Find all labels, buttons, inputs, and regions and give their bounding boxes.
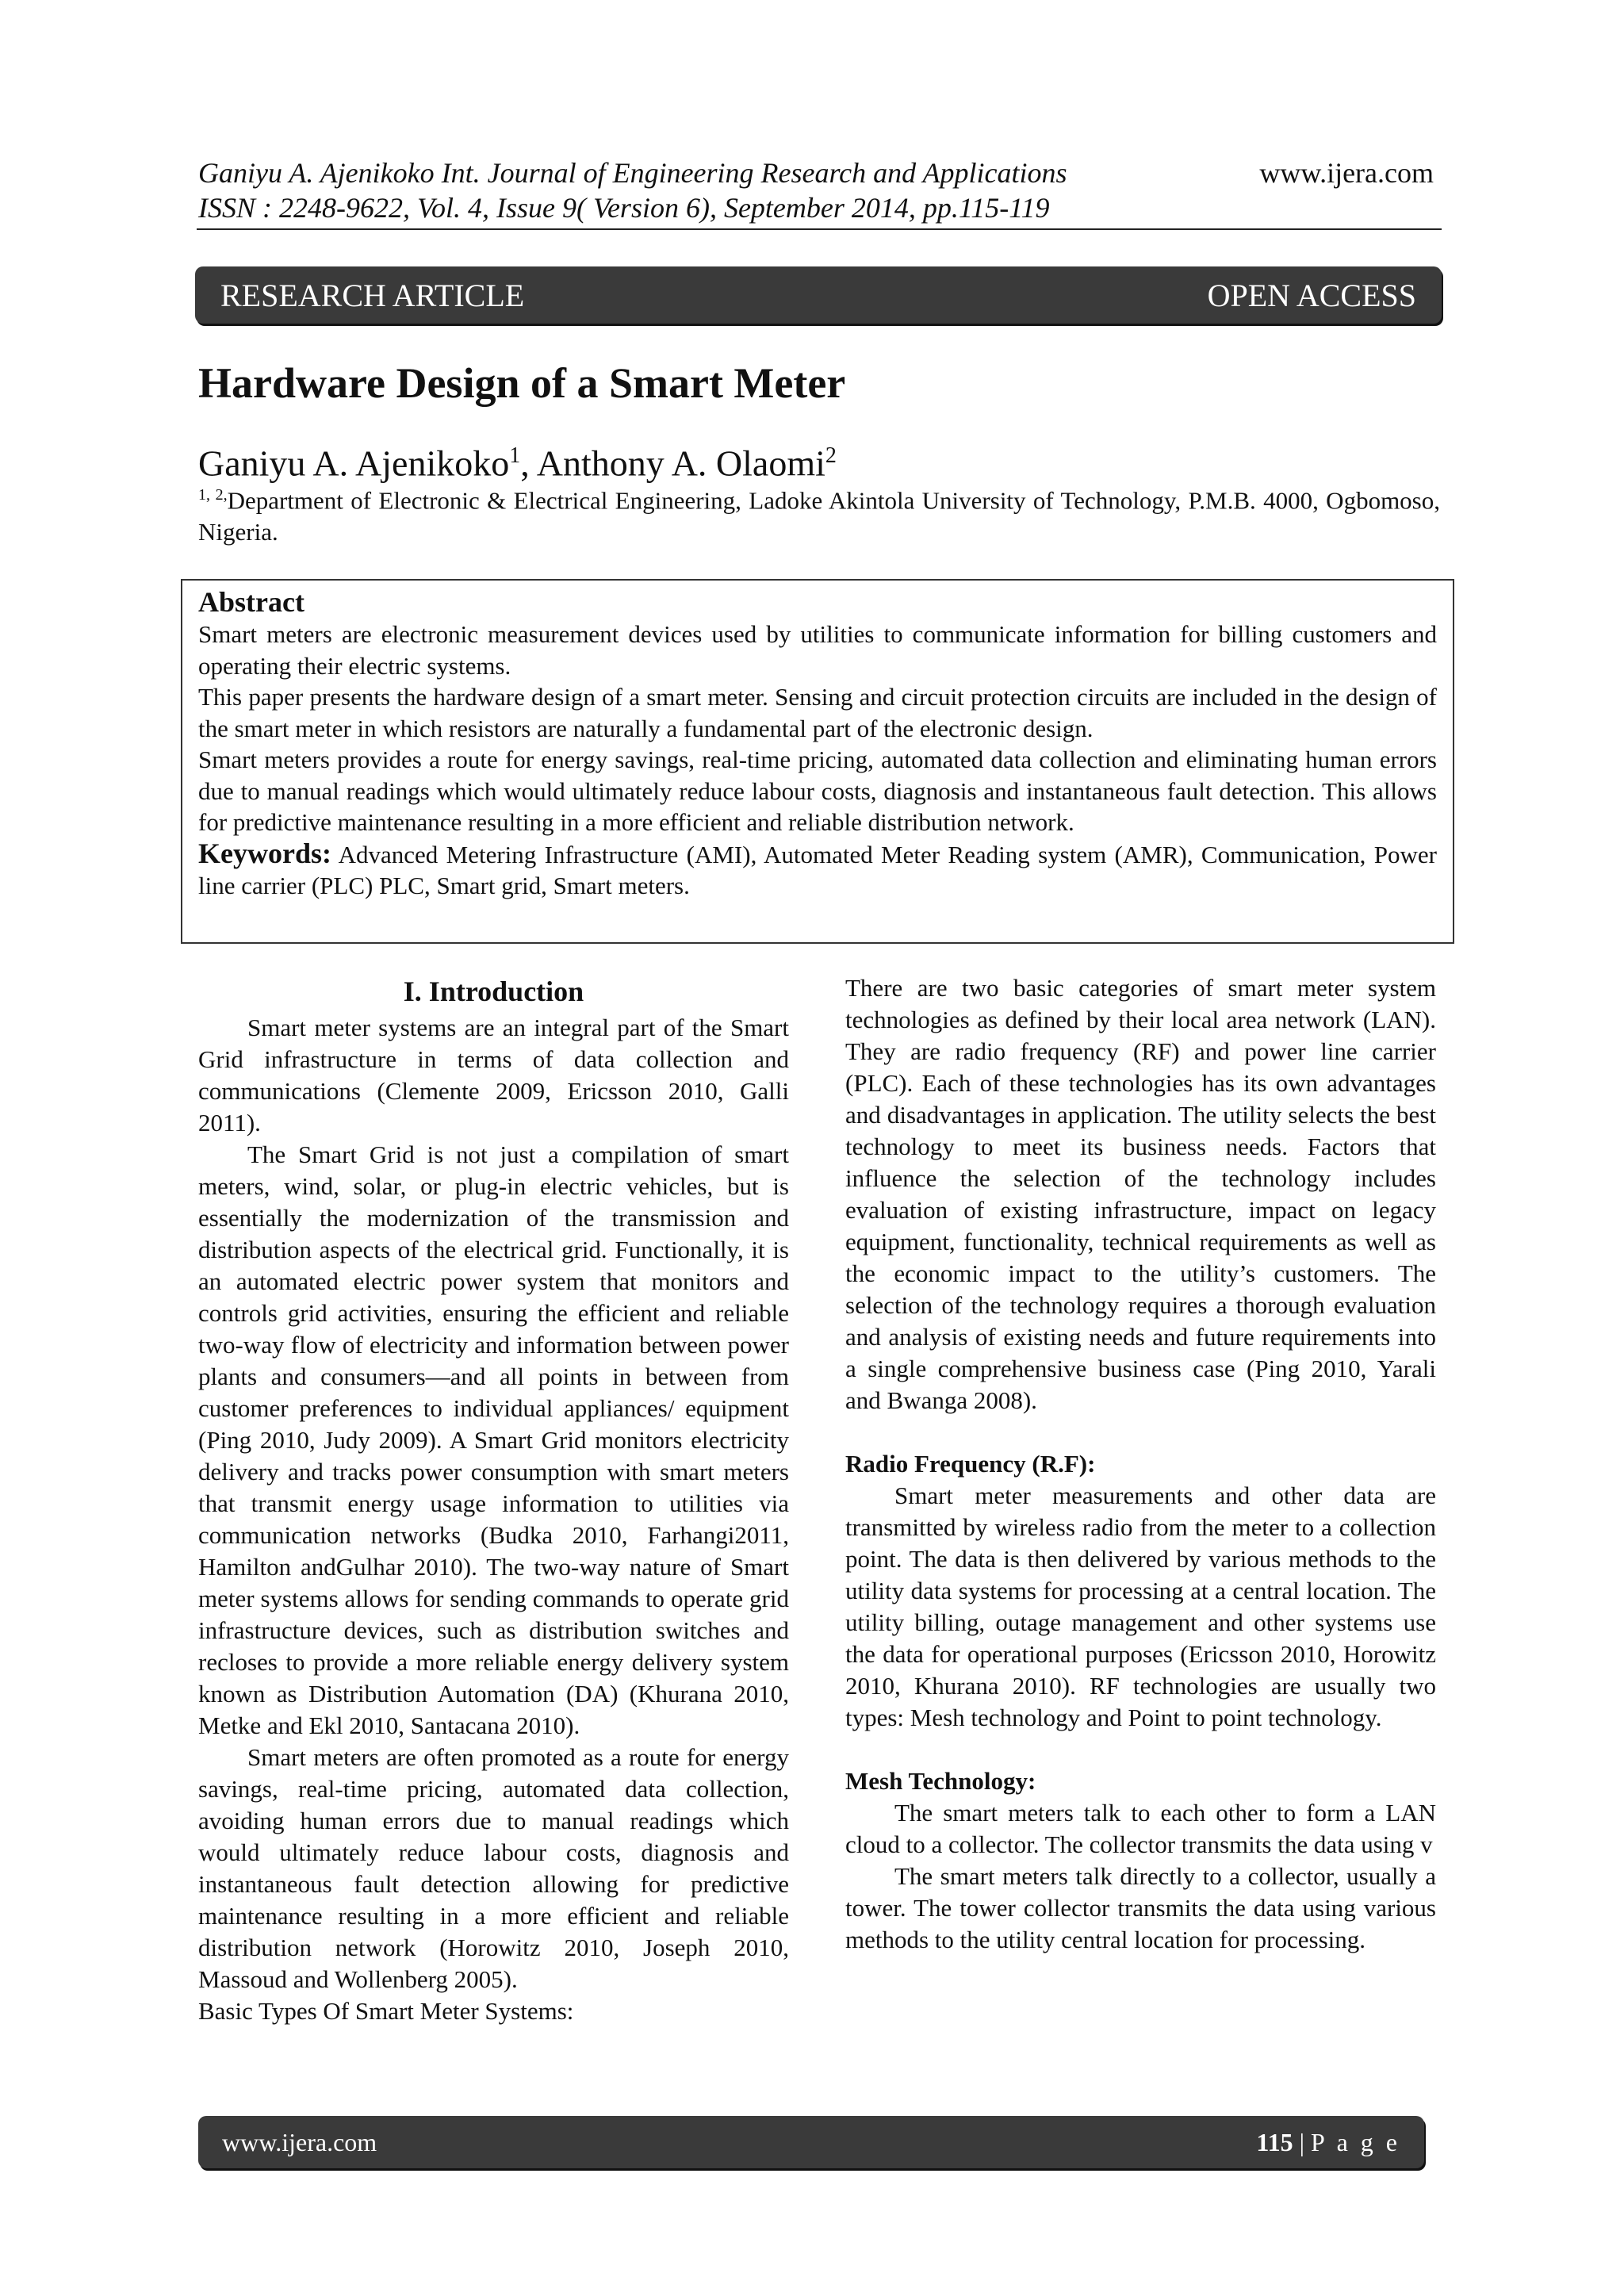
- subsection-heading: Radio Frequency (R.F):: [845, 1450, 1096, 1478]
- abstract-paragraph: Smart meters are electronic measurement devices used by utilities to communicate information for billing customers and operating their electric systems.: [198, 620, 1437, 680]
- abstract-paragraph: This paper presents the hardware design of a smart meter. Sensing and circuit protection circuits are included in the design of the smart meter in which resistors are naturally a fundamental part of the electronic design.: [198, 683, 1437, 742]
- research-article-label: RESEARCH ARTICLE: [220, 277, 525, 313]
- page-number: 115: [1256, 2127, 1293, 2156]
- page-word: P a g e: [1310, 2127, 1400, 2156]
- affiliation: [198, 479, 1440, 548]
- open-access-label: OPEN ACCESS: [1207, 277, 1416, 313]
- keywords: [198, 838, 1437, 902]
- author-affiliation-mark: 2: [825, 443, 837, 468]
- header-divider: [197, 228, 1442, 230]
- paper-title: Hardware Design of a Smart Meter: [198, 359, 846, 407]
- keywords-label: Keywords:: [198, 837, 331, 869]
- page-indicator: [1256, 2128, 1400, 2157]
- author-name: Ganiyu A. Ajenikoko: [198, 443, 510, 484]
- author-separator: ,: [520, 443, 537, 484]
- spacer: [845, 1734, 1436, 1765]
- page-separator: |: [1293, 2127, 1311, 2156]
- author-affiliation-mark: 1: [509, 443, 521, 468]
- abstract-box: [181, 579, 1454, 944]
- section-heading: I. Introduction: [403, 976, 584, 1007]
- affiliation-text: Department of Electronic & Electrical Engineering, Ladoke Akintola University of Technology, P.M.B. 4000, Ogbomoso, Nigeria.: [198, 486, 1440, 546]
- abstract-heading: Abstract: [198, 586, 304, 618]
- abstract-paragraph: Smart meters provides a route for energy savings, real-time pricing, automated data collection and eliminating human errors due to manual readings which would ultimately reduce labour costs, diagnosis and instantaneous fault detection. This allows for predictive maintenance resulting in a more efficient and reliable distribution network.: [198, 746, 1437, 836]
- page-footer: [198, 2116, 1424, 2168]
- running-header: [198, 155, 1067, 225]
- affiliation-mark: 1, 2,: [198, 486, 228, 504]
- body-paragraph: Smart meter measurements and other data are transmitted by wireless radio from the meter to a collection point. The data is then delivered by various methods to the utility data systems for processing at a central location. The utility billing, outage management and other systems use the data for operational purposes (Ericsson 2010, Horowitz 2010, Khurana 2010). RF technologies are usually two types: Mesh technology and Point to point technology.: [845, 1481, 1436, 1731]
- left-column: [198, 972, 789, 2027]
- subsection-heading: Mesh Technology:: [845, 1767, 1036, 1795]
- keywords-text: Advanced Metering Infrastructure (AMI), Automated Meter Reading system (AMR), Communication, Power line carrier (PLC) PLC, Smart grid, Smart meters.: [198, 840, 1437, 899]
- body-paragraph: Smart meter systems are an integral part of the Smart Grid infrastructure in terms of data collection and communications (Clemente 2009, Ericsson 2010, Galli 2011).: [198, 1014, 789, 1137]
- body-paragraph: The smart meters talk directly to a collector, usually a tower. The tower collector transmits the data using various methods to the utility central location for processing.: [845, 1862, 1436, 1953]
- journal-line: Ganiyu A. Ajenikoko Int. Journal of Engineering Research and Applications: [198, 157, 1067, 189]
- body-paragraph: The Smart Grid is not just a compilation of smart meters, wind, solar, or plug-in electric vehicles, but is essentially the modernization of the transmission and distribution aspects of the electrical grid. Functionally, it is an automated electric power system that monitors and controls grid activities, ensuring the efficient and reliable two-way flow of electricity and information between power plants and consumers—and all points in between from customer preferences to individual appliances/ equipment (Ping 2010, Judy 2009). A Smart Grid monitors electricity delivery and tracks power consumption with smart meters that transmit energy usage information to utilities via communication networks (Budka 2010, Farhangi2011, Hamilton andGulhar 2010). The two-way nature of Smart meter systems allows for sending commands to operate grid infrastructure devices, such as distribution switches and recloses to provide a more reliable energy delivery system known as Distribution Automation (DA) (Khurana 2010, Metke and Ekl 2010, Santacana 2010).: [198, 1140, 789, 1739]
- body-paragraph: There are two basic categories of smart meter system technologies as defined by their local area network (LAN). They are radio frequency (RF) and power line carrier (PLC). Each of these technologies has its own advantages and disadvantages in application. The utility selects the best technology to meet its business needs. Factors that influence the selection of the technology includes evaluation of existing infrastructure, impact on legacy equipment, functionality, technical requirements as well as the economic impact to the utility’s customers. The selection of the technology requires a thorough evaluation and analysis of existing needs and future requirements into a single comprehensive business case (Ping 2010, Yarali and Bwanga 2008).: [845, 974, 1436, 1414]
- right-column: [845, 972, 1436, 1956]
- author-name: Anthony A. Olaomi: [536, 443, 825, 484]
- header-website-link[interactable]: www.ijera.com: [1259, 157, 1434, 189]
- body-paragraph: The smart meters talk to each other to form a LAN cloud to a collector. The collector transmits the data using v: [845, 1799, 1436, 1858]
- body-paragraph: Basic Types Of Smart Meter Systems:: [198, 1997, 574, 2025]
- footer-website-link[interactable]: www.ijera.com: [222, 2127, 377, 2156]
- article-type-banner: [195, 266, 1442, 324]
- issn-line: ISSN : 2248-9622, Vol. 4, Issue 9( Version 6), September 2014, pp.115-119: [198, 192, 1050, 224]
- spacer: [845, 1416, 1436, 1448]
- body-paragraph: Smart meters are often promoted as a route for energy savings, real-time pricing, automated data collection, avoiding human errors due to manual readings which would ultimately reduce labour costs, diagnosis and instantaneous fault detection allowing for predictive maintenance resulting in a more efficient and reliable distribution network (Horowitz 2010, Joseph 2010, Massoud and Wollenberg 2005).: [198, 1743, 789, 1993]
